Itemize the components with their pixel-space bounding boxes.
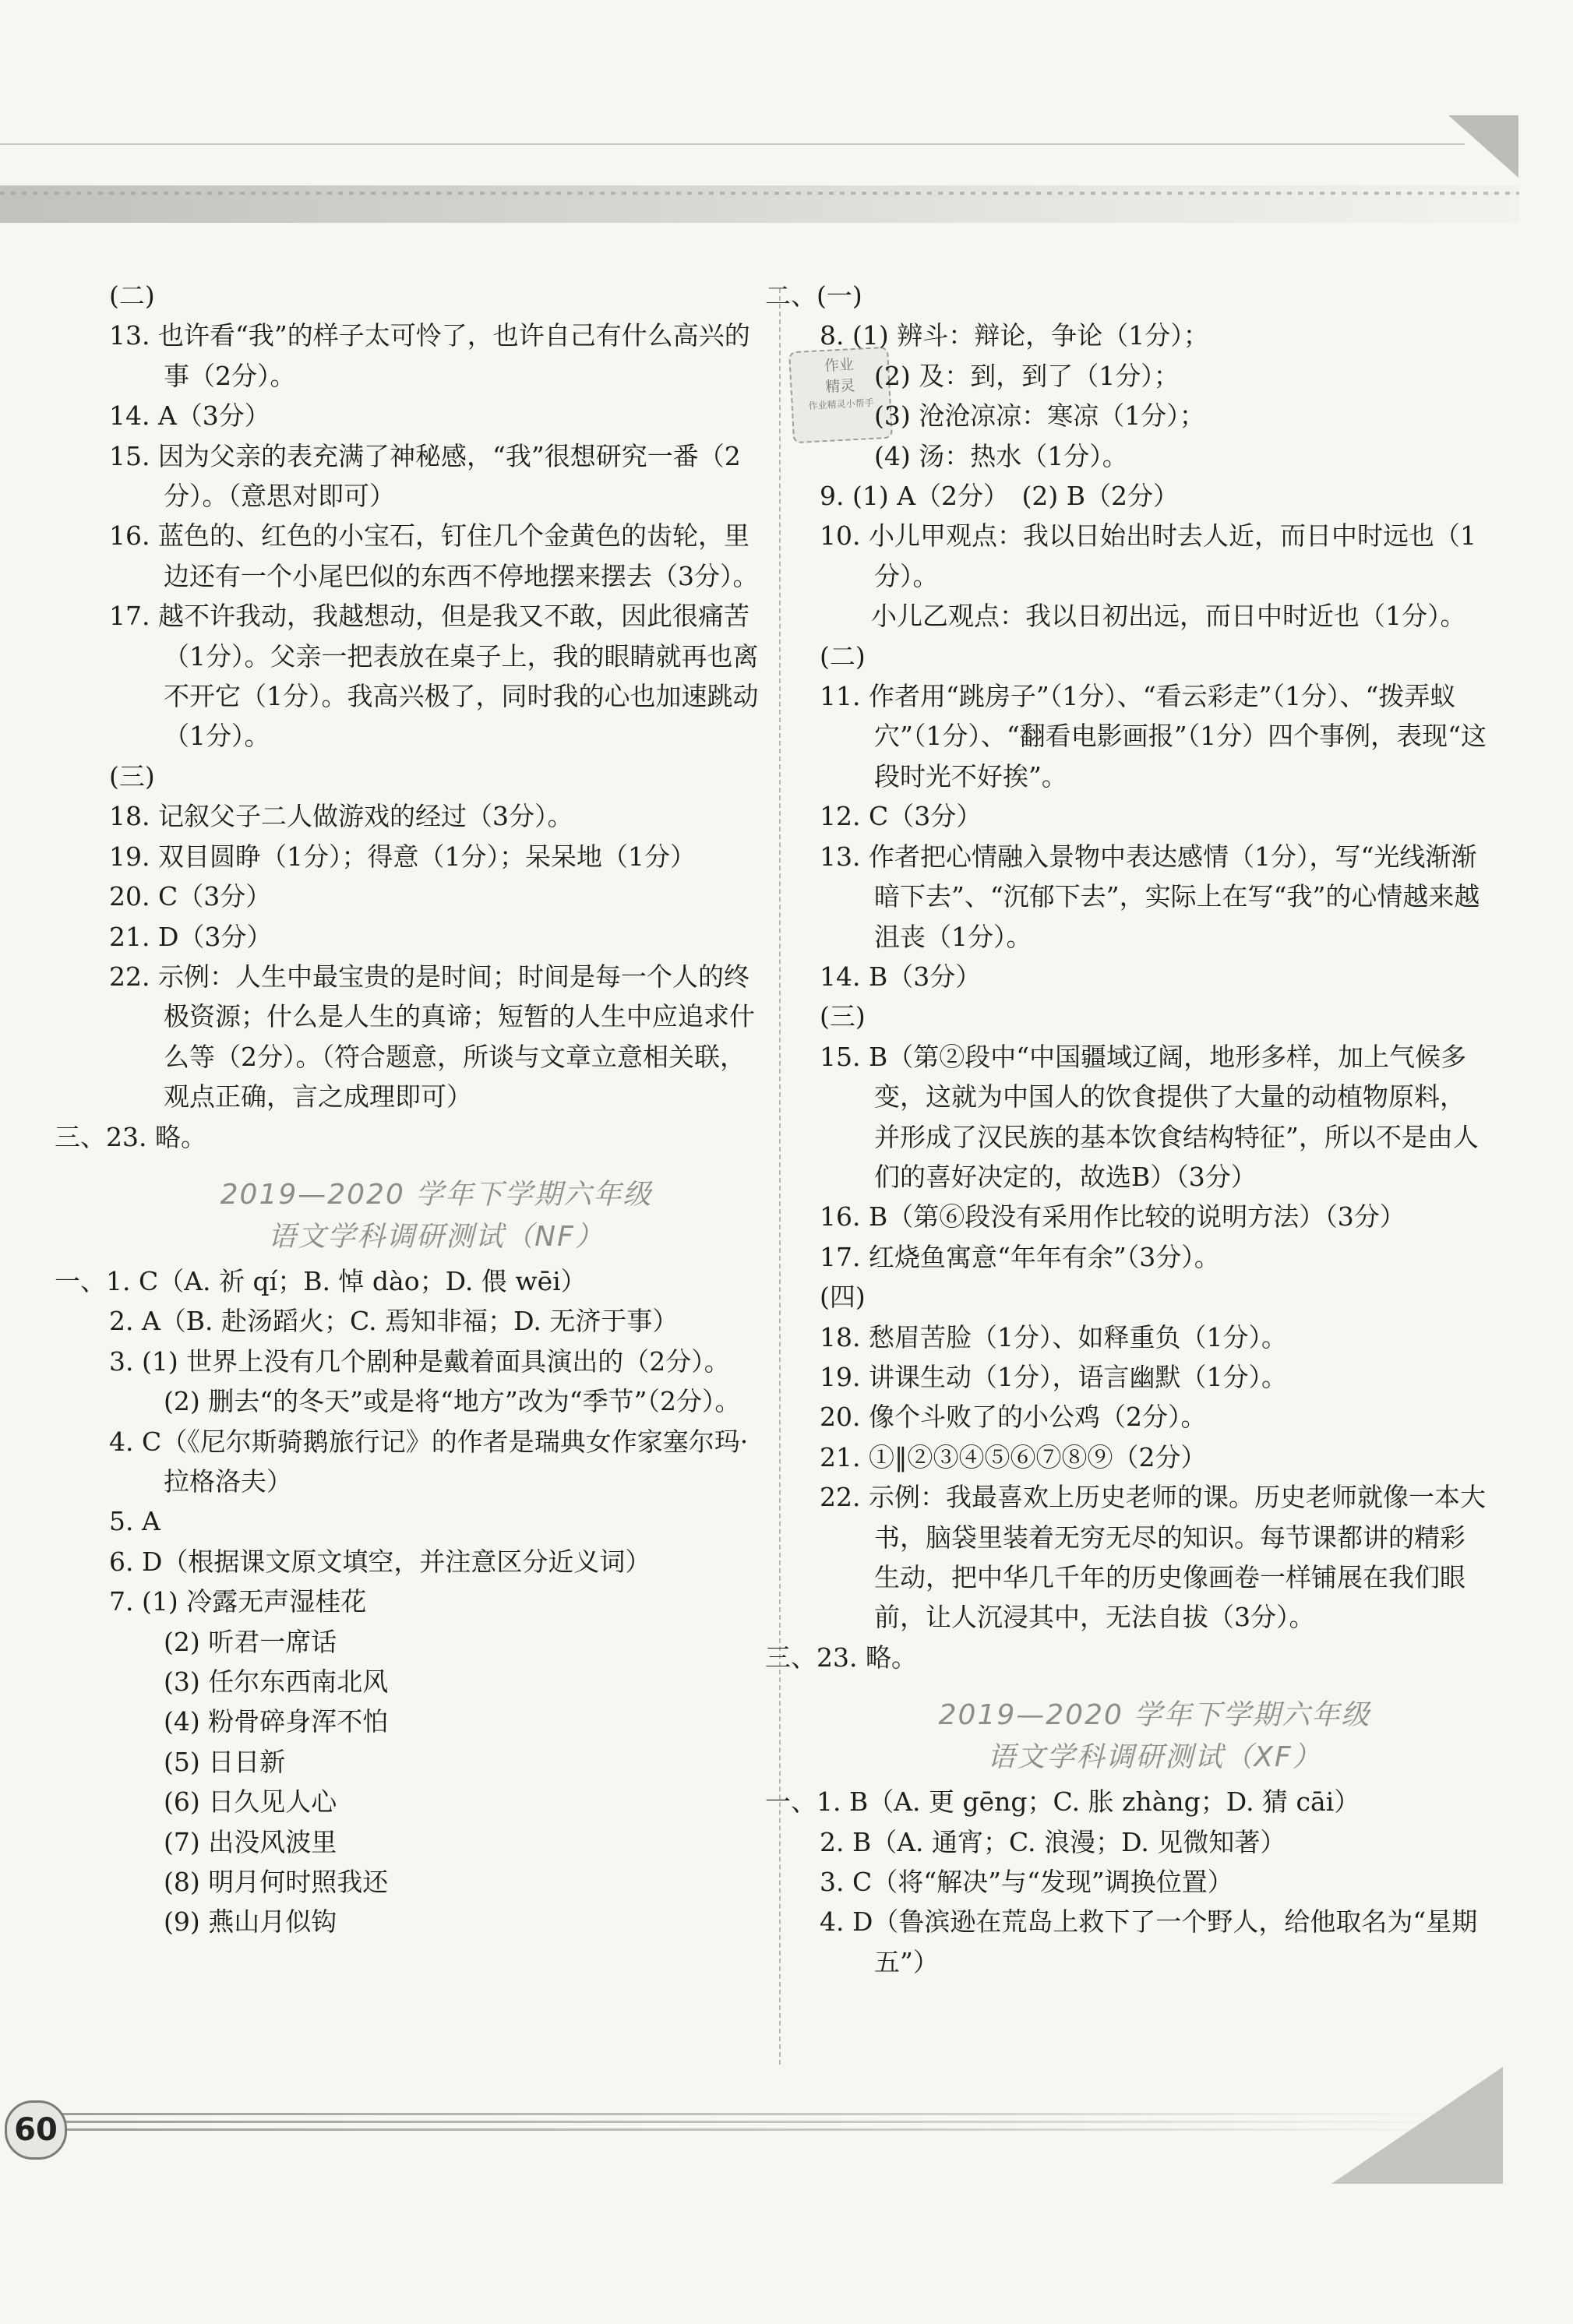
answer-line: 一、1. B（A. 更 gēng；C. 胀 zhàng；D. 猜 cāi） <box>765 1786 1360 1818</box>
answer-line: (6) 日久见人心 <box>164 1786 337 1818</box>
answer-line: (四) <box>820 1282 866 1313</box>
answer-line: 19. 讲课生动（1分），语言幽默（1分）。 <box>820 1361 1287 1392</box>
answer-line: 22. 示例：我最喜欢上历史老师的课。历史老师就像一本大书，脑袋里装着无穷无尽的知识。每节课都讲的精彩生动，把中华几千年的历史像画卷一样铺展在我们眼前，让人沉浸其中，无法自拔（3分）。 <box>820 1482 1486 1633</box>
top-rule <box>0 143 1465 145</box>
answer-line: 15. B（第②段中“中国疆域辽阔，地形多样，加上气候多变，这就为中国人的饮食提供了大量的动植物原料，并形成了汉民族的基本饮食结构特征”，所以不是由人们的喜好决定的，故选B）（3分） <box>820 1041 1479 1192</box>
answer-line: 9. (1) A（2分） (2) B（2分） <box>820 481 1180 512</box>
answer-line: 20. C（3分） <box>109 881 272 912</box>
answer-line: 3. C（将“解决”与“发现”调换位置） <box>820 1867 1233 1898</box>
answer-line: (9) 燕山月似钩 <box>164 1906 337 1938</box>
answer-line: 4. D（鲁滨逊在荒岛上救下了一个野人，给他取名为“星期五”） <box>820 1906 1478 1977</box>
exam-title: 2019—2020 学年下学期六年级 <box>220 1178 653 1211</box>
answer-line: 14. A（3分） <box>109 400 270 432</box>
answer-line: 22. 示例：人生中最宝贵的是时间；时间是每一个人的终极资源；什么是人生的真谛；短暂的人生中应追求什么等（2分）。（符合题意，所谈与文章立意相关联，观点正确，言之成理即可） <box>109 961 755 1113</box>
top-decorative-band <box>0 185 1519 223</box>
answer-line: (二) <box>820 640 866 672</box>
answer-line: (2) 删去“的冬天”或是将“地方”改为“季节”（2分）。 <box>164 1386 741 1417</box>
answer-line: (3) 沧沧凉凉：寒凉（1分）； <box>874 400 1205 432</box>
answer-line: (5) 日日新 <box>164 1746 286 1777</box>
answer-line: 一、1. C（A. 祈 qí；B. 悼 dào；D. 偎 wēi） <box>55 1265 587 1296</box>
answer-line: (2) 及：到，到了（1分）； <box>874 360 1180 391</box>
answer-line: 15. 因为父亲的表充满了神秘感，“我”很想研究一番（2分）。（意思对即可） <box>109 440 741 512</box>
answer-line: 17. 越不许我动，我越想动，但是我又不敢，因此很痛苦（1分）。父亲一把表放在桌子上，我的眼睛就再也离不开它（1分）。我高兴极了，同时我的心也加速跳动（1分）。 <box>109 601 759 752</box>
answer-line: 2. A（B. 赴汤蹈火；C. 焉知非福；D. 无济于事） <box>109 1306 679 1337</box>
answer-line: 12. C（3分） <box>820 801 982 832</box>
answer-line: 13. 也许看“我”的样子太可怜了，也许自己有什么高兴的事（2分）。 <box>109 320 750 391</box>
answer-line: 13. 作者把心情融入景物中表达感情（1分），写“光线渐渐暗下去”、“沉郁下去”，实际上在写“我”的心情越来越沮丧（1分）。 <box>820 841 1480 952</box>
stamp-line-3: 作业精灵小帮手 <box>808 397 874 412</box>
answer-line: 18. 愁眉苦脸（1分）、如释重负（1分）。 <box>820 1321 1287 1352</box>
answer-line: 10. 小儿甲观点：我以日始出时去人近，而日中时远也（1分）。 <box>820 520 1476 591</box>
answer-line: (三) <box>820 1001 866 1032</box>
top-corner-decoration <box>1448 115 1518 178</box>
answer-line: (二) <box>109 280 155 311</box>
answer-line: 21. ①‖②③④⑤⑥⑦⑧⑨（2分） <box>820 1441 1207 1472</box>
bottom-decorative-lines <box>62 2113 1465 2144</box>
answer-line: 14. B（3分） <box>820 961 982 992</box>
answer-line: 5. A <box>109 1506 160 1537</box>
answer-line: 19. 双目圆睁（1分）；得意（1分）；呆呆地（1分） <box>109 841 696 872</box>
answer-line: 三、23. 略。 <box>55 1121 206 1152</box>
answer-line: (4) 汤：热水（1分）。 <box>874 440 1128 471</box>
answer-line: 21. D（3分） <box>109 921 273 952</box>
exam-subtitle: 语文学科调研测试（XF） <box>987 1741 1322 1774</box>
answer-line: 3. (1) 世界上没有几个剧种是戴着面具演出的（2分）。 <box>109 1345 730 1377</box>
exam-title-block <box>109 1157 764 1261</box>
answer-line: (4) 粉骨碎身浑不怕 <box>164 1706 389 1737</box>
exam-subtitle: 语文学科调研测试（NF） <box>268 1220 605 1253</box>
answer-line: 三、23. 略。 <box>765 1642 917 1673</box>
answer-line: (3) 任尔东西南北风 <box>164 1666 389 1697</box>
answer-line: (三) <box>109 760 155 792</box>
answer-line: 7. (1) 冷露无声湿桂花 <box>109 1586 367 1617</box>
stamp-line-1: 作业 <box>824 356 855 376</box>
page-number: 60 <box>5 2100 67 2160</box>
answer-line: (2) 听君一席话 <box>164 1626 337 1657</box>
answer-line: 二、(一) <box>765 280 862 311</box>
right-answer-column <box>765 276 1490 1982</box>
answer-line: 11. 作者用“跳房子”（1分）、“看云彩走”（1分）、“拨弄蚁穴”（1分）、“翻看电影画报”（1分）四个事例，表现“这段时光不好挨”。 <box>820 681 1487 792</box>
left-answer-column <box>55 276 764 1942</box>
answer-line: 8. (1) 辨斗：辩论，争论（1分）； <box>820 320 1209 351</box>
exam-title-block <box>820 1677 1490 1782</box>
answer-line: 17. 红烧鱼寓意“年年有余”（3分）。 <box>820 1241 1220 1272</box>
answer-line: 16. B（第⑥段没有采用作比较的说明方法）（3分） <box>820 1201 1405 1233</box>
answer-line: (8) 明月何时照我还 <box>164 1867 389 1898</box>
answer-line: 2. B（A. 通宵；C. 浪漫；D. 见微知著） <box>820 1826 1286 1857</box>
answer-line: 18. 记叙父子二人做游戏的经过（3分）。 <box>109 801 573 832</box>
stamp-line-2: 精灵 <box>824 377 855 396</box>
answer-line: 16. 蓝色的、红色的小宝石，钉住几个金黄色的齿轮，里边还有一个小尾巴似的东西不停地摆来摆去（3分）。 <box>109 520 759 591</box>
answer-line: 20. 像个斗败了的小公鸡（2分）。 <box>820 1402 1207 1433</box>
answer-line: 4. C（《尼尔斯骑鹅旅行记》的作者是瑞典女作家塞尔玛·拉格洛夫） <box>109 1426 749 1497</box>
exam-title: 2019—2020 学年下学期六年级 <box>938 1699 1371 1732</box>
answer-line: (7) 出没风波里 <box>164 1826 337 1857</box>
answer-line: 小儿乙观点：我以日初出远，而日中时近也（1分）。 <box>820 601 1466 632</box>
answer-line: 6. D（根据课文原文填空，并注意区分近义词） <box>109 1546 651 1577</box>
